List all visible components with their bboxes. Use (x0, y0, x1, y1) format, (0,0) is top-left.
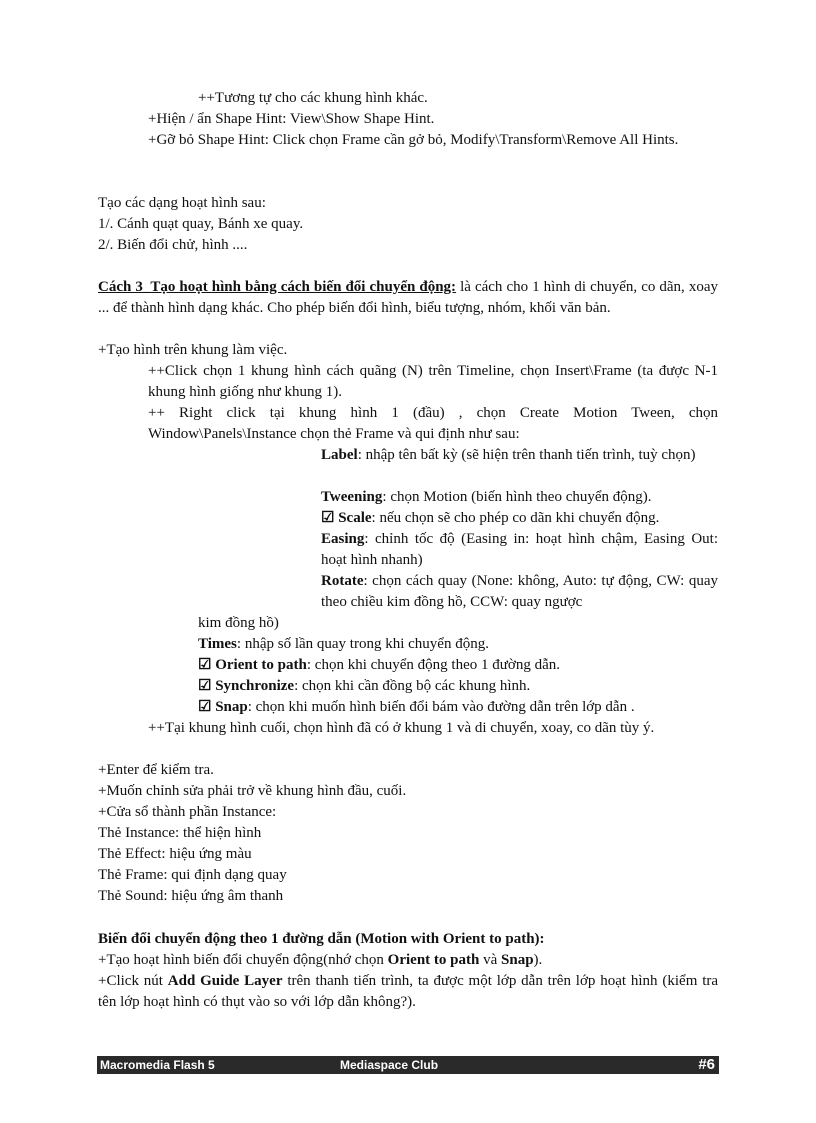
text-line: ++Tương tự cho các khung hình khác. (198, 90, 428, 106)
text-line: Thẻ Effect: hiệu ứng màu (98, 846, 252, 862)
footer-left: Macromedia Flash 5 (100, 1058, 215, 1072)
text-paragraph: ++Click chọn 1 khung hình cách quãng (N) trên Timeline, chọn Insert\Frame (ta được N-1 khung hình giống như khung 1). (148, 363, 718, 400)
text-line: +Tạo hình trên khung làm việc. (98, 342, 288, 358)
text-line: +Hiện / ẩn Shape Hint: View\Show Shape Hint. (148, 111, 435, 127)
text-line: Thẻ Sound: hiệu ứng âm thanh (98, 888, 284, 904)
option-scale: ☑ Scale: nếu chọn sẽ cho phép co dãn khi chuyển động. (321, 510, 660, 526)
option-snap: ☑ Snap: chọn khi muốn hình biến đổi bám vào đường dẫn trên lớp dẫn . (198, 699, 635, 715)
section-intro: là cách cho 1 hình di chuyển, co dãn, xoay ... để thành hình dạng khác. Cho phép biến đổi hình, biểu tượng, nhóm, khối văn bản. (98, 279, 718, 316)
option-rotate-cont: kim đồng hồ) (198, 615, 279, 631)
text-line: Tạo các dạng hoạt hình sau: (98, 195, 266, 211)
text-line: 2/. Biến đổi chử, hình .... (98, 237, 248, 253)
text-line: +Cửa sổ thành phần Instance: (98, 804, 277, 820)
subsection-heading: Biến đổi chuyển động theo 1 đường dẫn (Motion with Orient to path): (98, 931, 545, 947)
text-paragraph: ++Tại khung hình cuối, chọn hình đã có ở khung 1 và di chuyển, xoay, co dãn tùy ý. (148, 720, 655, 736)
text-paragraph: +Gỡ bỏ Shape Hint: Click chọn Frame cần gở bỏ, Modify\Transform\Remove All Hints. (148, 132, 679, 148)
text-line: 1/. Cánh quạt quay, Bánh xe quay. (98, 216, 304, 232)
section-heading: Cách 3_Tạo hoạt hình bằng cách biến đổi chuyển động: (98, 279, 457, 295)
option-rotate: Rotate: chọn cách quay (None: không, Auto: tự động, CW: quay theo chiều kim đồng hồ, CCW: quay ngược (321, 573, 718, 610)
footer-bar (97, 1056, 719, 1074)
text-line: +Tạo hoạt hình biến đổi chuyển động(nhớ chọn Orient to path và Snap). (98, 952, 543, 968)
option-easing: Easing: chỉnh tốc độ (Easing in: hoạt hình chậm, Easing Out: hoạt hình nhanh) (321, 531, 718, 568)
option-times: Times: nhập số lần quay trong khi chuyển động. (198, 636, 489, 652)
text-line: +Enter để kiểm tra. (98, 762, 214, 778)
text-line: Thẻ Instance: thể hiện hình (98, 825, 262, 841)
page-number: #6 (698, 1056, 715, 1073)
text-paragraph: ++ Right click tại khung hình 1 (đầu) , chọn Create Motion Tween, chọn Window\Panels\Instance chọn thẻ Frame và qui định như sau: (148, 405, 718, 442)
footer-center: Mediaspace Club (340, 1058, 439, 1072)
text-line: Thẻ Frame: qui định dạng quay (98, 867, 287, 883)
option-label: Label: nhập tên bất kỳ (sẽ hiện trên thanh tiến trình, tuỳ chọn) (321, 447, 696, 463)
option-sync: ☑ Synchronize: chọn khi cần đồng bộ các khung hình. (198, 678, 531, 694)
text-paragraph: +Click nút Add Guide Layer trên thanh tiến trình, ta được một lớp dẫn trên lớp hoạt hình (kiểm tra tên lớp hoạt hình có thụt vào so với lớp dẫn không?). (98, 973, 719, 1010)
option-tweening: Tweening: chọn Motion (biến hình theo chuyển động). (321, 489, 652, 505)
text-line: +Muốn chỉnh sửa phải trở về khung hình đầu, cuối. (98, 783, 407, 799)
option-orient: ☑ Orient to path: chọn khi chuyển động theo 1 đường dẫn. (198, 657, 560, 673)
section-paragraph (98, 277, 718, 319)
